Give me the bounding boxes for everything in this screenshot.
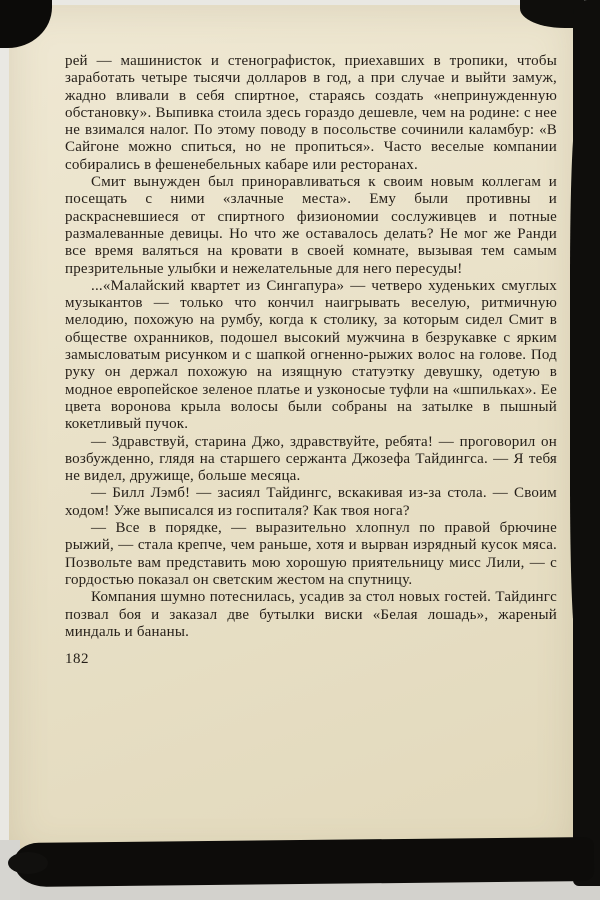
- paragraph: Смит вынужден был приноравливаться к своим новым коллегам и посещать с ними «злачные места». Ему были противны и раскрасневшиеся от спиртного физиономии сослуживцев и потные размалеванные девицы. Но что же оставалось делать? Не мог же Ранди все время валяться на кровати в своей комнате, вызывая тем самым презрительные улыбки и нежелательные для него пересуды!: [65, 174, 557, 277]
- paragraph: ...«Малайский квартет из Сингапура» — четверо худеньких смуглых музыкантов — только что кончил наигрывать веселую, ритмичную мелодию, похожую на румбу, когда к столику, за которым сидел Смит в обществе охранников, подошел высокий мужчина в безрукавке с ярким замысловатым рисунком и с шапкой огненно-рыжих волос на голове. Под руку он держал похожую на изящную статуэтку девушку, одетую в модное европейское зеленое платье и узконосые туфли на «шпильках». Ее цвета воронова крыла волосы были собраны на затылке в пышный кокетливый пучок.: [65, 277, 557, 433]
- scan-artifact-bottom-edge: [14, 837, 594, 887]
- paragraph: рей — машинисток и стенографисток, приехавших в тропики, чтобы заработать четыре тысячи долларов в год, а при случае и выйти замуж, жадно вливали в себя спиртное, стараясь создать «непринужденную обстановку». Выпивка стоила здесь гораздо дешевле, чем на родине: с нее не взимался налог. По этому поводу в посольстве сочинили каламбур: «В Сайгоне можно спиться, но не пропиться». Часто веселые компании собирались в фешенебельных кабаре или ресторанах.: [65, 53, 557, 173]
- scan-artifact-bottom-left-tip: [8, 852, 48, 874]
- page-number: 182: [65, 651, 89, 668]
- paragraph: — Здравствуй, старина Джо, здравствуйте, ребята! — проговорил он возбужденно, глядя на старшего сержанта Джозефа Тайдингса. — Я тебя не видел, дружище, больше месяца.: [65, 433, 557, 485]
- paragraph: — Билл Лэмб! — засиял Тайдингс, вскакивая из-за стола. — Своим ходом! Уже выписался из госпиталя? Как твоя нога?: [65, 485, 557, 519]
- paragraph: Компания шумно потеснилась, усадив за стол новых гостей. Тайдингс позвал боя и заказал две бутылки виски «Белая лошадь», жареный миндаль и бананы.: [65, 589, 557, 640]
- page-text: [65, 53, 557, 668]
- scan-artifact-right-edge-wave: [570, 120, 580, 640]
- page-paper: [9, 5, 576, 857]
- paragraph: — Все в порядке, — выразительно хлопнул по правой брючине рыжий, — стала крепче, чем раньше, хотя и вырван изрядный кусок мяса. Позвольте вам представить мою хорошую приятельницу мисс Лили, — с гордостью показал он светским жестом на спутницу.: [65, 520, 557, 588]
